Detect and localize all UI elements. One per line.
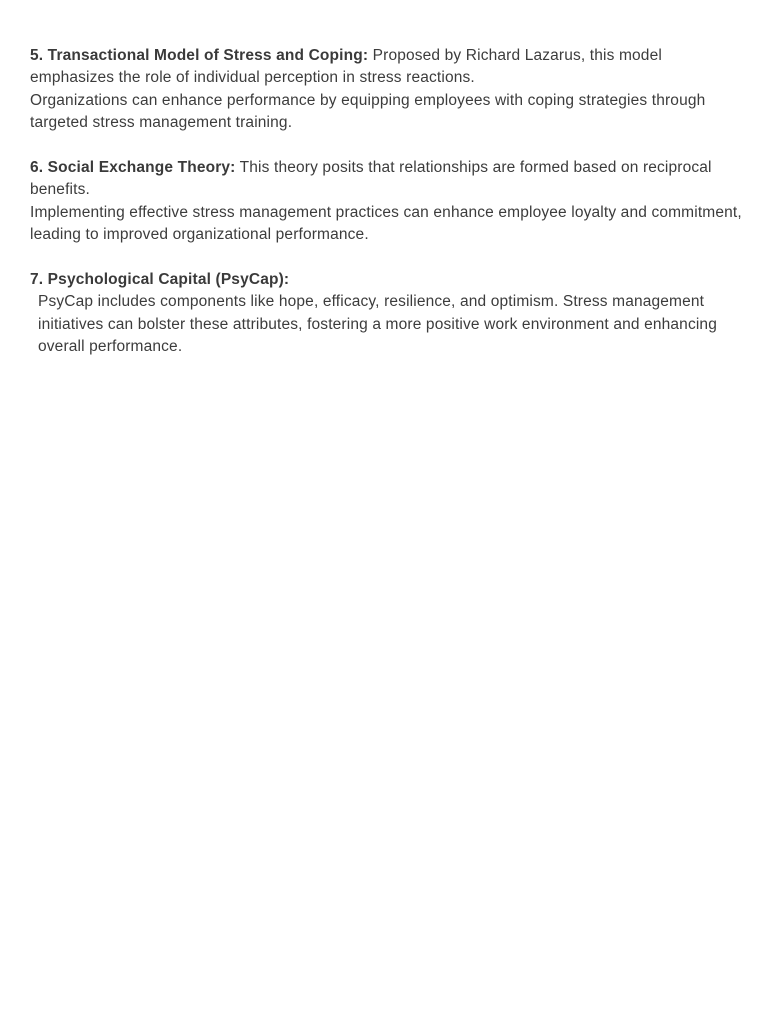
section-body: PsyCap includes components like hope, efficacy, resilience, and optimism. Stress management initiatives can bolster these attributes, fostering a more positive work environment and enhancing overall performance.: [38, 293, 717, 356]
section-lead: [30, 269, 742, 291]
section-intro: Proposed by Richard Lazarus, this model emphasizes the role of individual perception in stress reactions.: [30, 47, 662, 87]
section-body: Implementing effective stress management practices can enhance employee loyalty and commitment, leading to improved organizational performance.: [30, 203, 742, 244]
section-transactional-model: [30, 45, 742, 135]
section-heading: 5. Transactional Model of Stress and Coping:: [30, 47, 369, 64]
section-lead: [30, 157, 742, 202]
section-body: Organizations can enhance performance by equipping employees with coping strategies through targeted stress management training.: [30, 91, 706, 132]
section-intro: This theory posits that relationships are formed based on reciprocal benefits.: [30, 159, 712, 199]
document-body: [30, 45, 742, 381]
section-lead: [30, 45, 742, 90]
section-heading: 7. Psychological Capital (PsyCap):: [30, 271, 290, 289]
section-heading: 6. Social Exchange Theory:: [30, 159, 236, 177]
section-social-exchange-theory: [30, 157, 742, 247]
section-psychological-capital: [30, 269, 742, 359]
